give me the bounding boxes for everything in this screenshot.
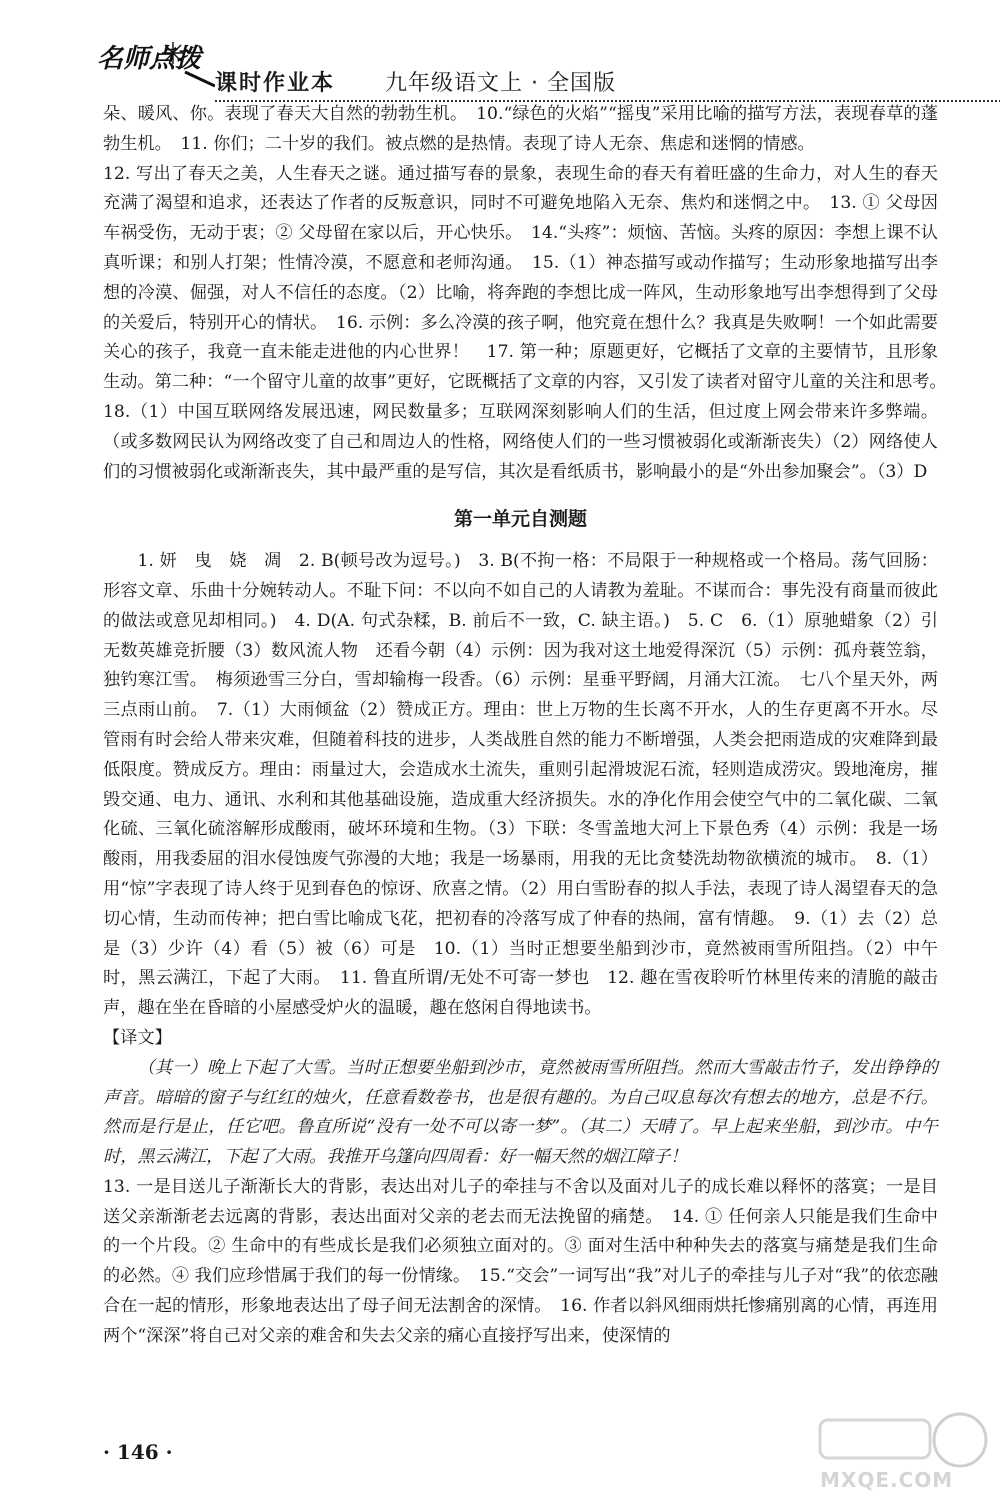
- publisher-logo: [95, 38, 215, 98]
- logo-text: 名师点拨: [97, 44, 202, 74]
- section-title: 第一单元自测题: [453, 508, 587, 531]
- answer-content: [103, 100, 956, 1352]
- page-header: [95, 28, 925, 98]
- book-subtitle: 九年级语文上 · 全国版: [385, 71, 616, 96]
- translation-label: 【译文】: [103, 1027, 172, 1048]
- book-title: 课时作业本: [215, 71, 336, 96]
- answer-paragraph: 朵、暖风、你。表现了春天大自然的勃勃生机。 10.“绿色的火焰”“摇曳”采用比喻的描写方法，表现春草的蓬勃生机。 11. 你们；二十岁的我们。被点燃的是热情。表现了诗人无奈、焦虑和迷惘的情感。: [103, 104, 938, 154]
- page-number: · 146 ·: [103, 1440, 173, 1464]
- answer-stamp-icon: [810, 1410, 990, 1470]
- tail-paragraph: 13. 一是目送儿子渐渐长大的背影，表达出对儿子的牵挂与不舍以及面对儿子的成长难以释怀的落寞；一是目送父亲渐渐老去远离的背影，表达出面对父亲的老去而无法挽留的痛楚。 14. ① 任何亲人只能是我们生命中的一个片段。② 生命中的有些成长是我们必须独立面对的。③ 面对生活中种种失去的落寞与痛楚是我们生命的必然。④ 我们应珍惜属于我们的每一份情缘。 15.“交会”一词写出“我”对儿子的牵挂与儿子对“我”的依恋融合在一起的情形，形象地表达出了母子间无法割舍的深情。 16. 作者以斜风细雨烘托惨痛别离的心情，再连用两个“深深”将自己对父亲的难舍和失去父亲的痛心直接抒写出来，使深情的: [103, 1176, 938, 1346]
- section-paragraph: 1. 妍 曳 娆 凋 2. B(顿号改为逗号。) 3. B(不拘一格：不局限于一种规格或一个格局。荡气回肠：形容文章、乐曲十分婉转动人。不耻下问：不以向不如自己的人请教为羞耻。不谋而合：事先没有商量而彼此的做法或意见却相同。) 4. D(A. 句式杂糅，B. 前后不一致，C. 缺主语。) 5. C 6.（1）原驰蜡象（2）引无数英雄竞折腰（3）数风流人物 还看今朝（4）示例：因为我对这土地爱得深沉（5）示例：孤舟蓑笠翁，独钓寒江雪。 梅须逊雪三分白，雪却输梅一段香。（6）示例：星垂平野阔，月涌大江流。 七八个星天外，两三点雨山前。 7.（1）大雨倾盆（2）赞成正方。理由：世上万物的生长离不开水，人的生存更离不开水。尽管雨有时会给人带来灾难，但随着科技的进步，人类战胜自然的能力不断增强，人类会把雨造成的灾难降到最低限度。赞成反方。理由：雨量过大，会造成水土流失，重则引起滑坡泥石流，轻则造成涝灾。毁地淹房，摧毁交通、电力、通讯、水利和其他基础设施，造成重大经济损失。水的净化作用会使空气中的二氧化碳、二氧化硫、三氧化硫溶解形成酸雨，破坏环境和生物。（3）下联：冬雪盖地大河上下景色秀（4）示例：我是一场酸雨，用我委屈的泪水侵蚀废气弥漫的大地；我是一场暴雨，用我的无比贪婪洗劫物欲横流的城市。 8.（1）用“惊”字表现了诗人终于见到春色的惊讶、欣喜之情。（2）用白雪盼春的拟人手法，表现了诗人渴望春天的急切心情，生动而传神；把白雪比喻成飞花，把初春的冷落写成了仲春的热闹，富有情趣。 9.（1）去（2）总是（3）少许（4）看（5）被（6）可是 10.（1）当时正想要坐船到沙市，竟然被雨雪所阻挡。（2）中午时，黑云满江，下起了大雨。 11. 鲁直所谓/无处不可寄一梦也 12. 趣在雪夜聆听竹林里传来的清脆的敲击声，趣在坐在昏暗的小屋感受炉火的温暖，趣在悠闲自得地读书。: [103, 551, 938, 1019]
- answer-paragraph: 12. 写出了春天之美，人生春天之谜。通过描写春的景象，表现生命的春天有着旺盛的生命力，对人生的春天充满了渴望和追求，还表达了作者的反叛意识，同时不可避免地陷入无奈、焦灼和迷惘之中。 13. ① 父母因车祸受伤，无动于衷；② 父母留在家以后，开心快乐。 14.“头疼”：烦恼、苦恼。头疼的原因：李想上课不认真听课；和别人打架；性情冷漠，不愿意和老师沟通。 15.（1）神态描写或动作描写；生动形象地描写出李想的冷漠、倔强，对人不信任的态度。（2）比喻，将奔跑的李想比成一阵风，生动形象地写出李想得到了父母的关爱后，特别开心的情状。 16. 示例：多么冷漠的孩子啊，他究竟在想什么？我真是失败啊！一个如此需要关心的孩子，我竟一直未能走进他的内心世界！ 17. 第一种；原题更好，它概括了文章的主要情节，且形象生动。第二种：“一个留守儿童的故事”更好，它既概括了文章的内容，又引发了读者对留守儿童的关注和思考。 18.（1）中国互联网络发展迅速，网民数量多；互联网深刻影响人们的生活，但过度上网会带来许多弊端。（或多数网民认为网络改变了自己和周边人的性格，网络使人们的一些习惯被弱化或渐渐丧失）（2）网络使人们的习惯被弱化或渐渐丧失，其中最严重的是写信，其次是看纸质书，影响最小的是“外出参加聚会”。（3）D: [103, 163, 956, 482]
- watermark-text: MXQE.COM: [820, 1468, 954, 1492]
- watermark-logo: [810, 1410, 990, 1495]
- translation-text: （其一）晚上下起了大雪。当时正想要坐船到沙市，竟然被雨雪所阻挡。然而大雪敲击竹子，发出铮铮的声音。暗暗的窗子与红红的烛火，任意看数卷书，也是很有趣的。为自己叹息每次有想去的地方，总是不行。然而是行是止，任它吧。鲁直所说“没有一处不可以寄一梦”。（其二）天晴了。早上起来坐船，到沙市。中午时，黑云满江，下起了大雨。我推开乌篷向四周看：好一幅天然的烟江障子！: [103, 1057, 938, 1168]
